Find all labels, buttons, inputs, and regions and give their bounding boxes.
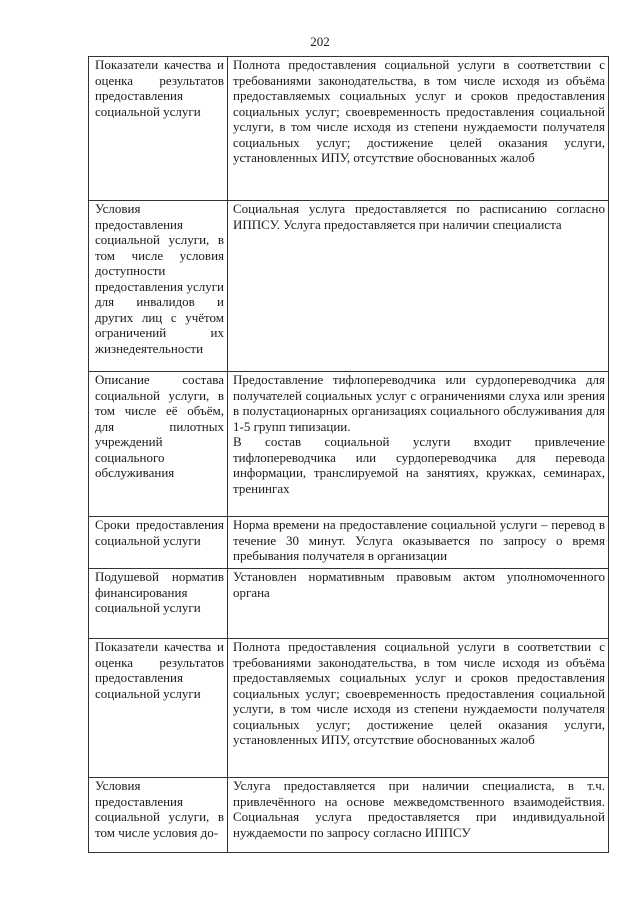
table-row — [89, 372, 609, 517]
row-label: Показатели качества и оценка результатов предоставления социальной услуги — [89, 57, 228, 201]
row-text: Социальная услуга предоставляется по расписанию согласно ИППСУ. Услуга предоставляется при наличии специалиста — [228, 201, 609, 372]
row-label: Описание состава социальной услуги, в том числе её объём, для пилотных учреждений социального обслуживания — [89, 372, 228, 517]
table-row — [89, 778, 609, 853]
row-text: Услуга предоставляется при наличии специалиста, в т.ч. привлечённого на основе межведомственного взаимодействия. Социальная услуга предоставляется при индивидуальной нуждаемости по запросу согласно ИППСУ — [228, 778, 609, 853]
row-text-paragraph: В состав социальной услуги входит привлечение тифлопереводчика или сурдопереводчика для перевода информации, транслируемой на занятиях, кружках, семинарах, тренингах — [233, 434, 605, 496]
row-text: Норма времени на предоставление социальной услуги – перевод в течение 30 минут. Услуга оказывается по запросу о время пребывания получателя в организации — [228, 517, 609, 569]
table-row — [89, 57, 609, 201]
row-text-paragraph: Предоставление тифлопереводчика или сурдопереводчика для получателей социальных услуг с ограничениями слуха или зрения в полустационарных организациях социального обслуживания для 1-5 групп типизации. — [233, 372, 605, 434]
row-label: Показатели качества и оценка результатов предоставления социальной услуги — [89, 639, 228, 778]
page-number: 202 — [310, 34, 330, 49]
table-row — [89, 569, 609, 639]
table-row — [89, 639, 609, 778]
service-table — [88, 56, 609, 853]
row-text: Полнота предоставления социальной услуги в соответствии с требованиями законодательства, в том числе исходя из объёма предоставляемых социальных услуг и сроков предоставления социальных услуг; своевременность предоставления социальной услуги, в том числе исходя из степени нуждаемости получателя социальных услуг; достижение целей оказания услуги, установленных ИПУ, отсутствие обоснованных жалоб — [228, 57, 609, 201]
row-text: Установлен нормативным правовым актом уполномоченного органа — [228, 569, 609, 639]
table-row — [89, 517, 609, 569]
row-label: Подушевой норматив финансирования социальной услуги — [89, 569, 228, 639]
row-label: Сроки предоставления социальной услуги — [89, 517, 228, 569]
table-row — [89, 201, 609, 372]
row-text — [228, 372, 609, 517]
row-text: Полнота предоставления социальной услуги в соответствии с требованиями законодательства, в том числе исходя из объёма предоставляемых социальных услуг и сроков предоставления социальных услуг; своевременность предоставления социальной услуги, в том числе исходя из степени нуждаемости получателя социальных услуг; достижение целей оказания услуги, установленных ИПУ, отсутствие обоснованных жалоб — [228, 639, 609, 778]
row-label: Условия предоставления социальной услуги, в том числе условия доступности предоставления услуги для инвалидов и других лиц с учётом ограничений их жизнедеятельности — [89, 201, 228, 372]
row-label: Условия предоставления социальной услуги, в том числе условия до- — [89, 778, 228, 853]
